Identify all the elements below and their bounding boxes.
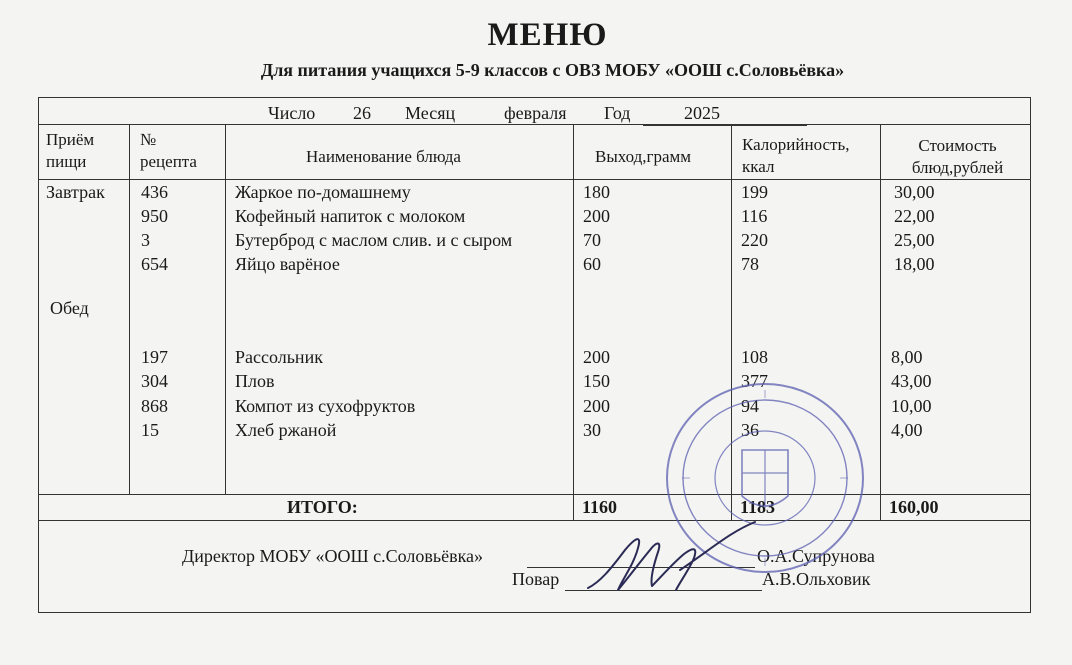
day-label: Число <box>268 103 316 123</box>
row-cost: 18,00 <box>894 254 935 274</box>
col-header-cost-line2: блюд,рублей <box>911 158 1004 177</box>
row-weight: 200 <box>583 396 610 416</box>
year-underline <box>643 125 807 126</box>
director-name: О.А.Супрунова <box>757 546 875 566</box>
col-header-calories-line2: ккал <box>742 157 775 176</box>
row-dish: Яйцо варёное <box>235 254 340 274</box>
row-weight: 30 <box>583 420 601 440</box>
row-cost: 30,00 <box>894 182 935 202</box>
row-recipe: 304 <box>141 371 168 391</box>
row-dish: Кофейный напиток с молоком <box>235 206 466 226</box>
row-recipe: 950 <box>141 206 168 226</box>
signature-mark <box>580 520 770 600</box>
date-row <box>0 101 1072 125</box>
meal-label-lunch: Обед <box>50 298 89 318</box>
col-header-cost <box>884 135 1031 179</box>
totals-bottom-divider <box>38 520 1031 521</box>
col-header-meal-line2: пищи <box>46 152 87 171</box>
row-dish: Компот из сухофруктов <box>235 396 416 416</box>
year-label: Год <box>604 103 631 123</box>
row-weight: 70 <box>583 230 601 250</box>
row-dish: Бутерброд с маслом слив. и с сыром <box>235 230 513 250</box>
col-header-recipe <box>140 129 197 173</box>
col-divider-2 <box>225 124 226 494</box>
body-bottom-divider <box>38 494 1031 495</box>
cook-label: Повар <box>512 569 560 589</box>
day-value: 26 <box>353 103 371 123</box>
row-recipe: 15 <box>141 420 159 440</box>
header-row-divider <box>38 179 1031 180</box>
col-header-dish: Наименование блюда <box>306 147 461 166</box>
row-weight: 150 <box>583 371 610 391</box>
col-divider-3 <box>573 124 574 520</box>
col-header-weight: Выход,грамм <box>595 147 692 166</box>
year-value: 2025 <box>684 103 720 123</box>
row-dish: Хлеб ржаной <box>235 420 337 440</box>
totals-cost: 160,00 <box>889 497 939 517</box>
col-header-meal-line1: Приём <box>46 130 95 149</box>
meal-label-breakfast: Завтрак <box>46 182 105 202</box>
row-calories: 199 <box>741 182 768 202</box>
row-dish: Жаркое по-домашнему <box>235 182 411 202</box>
month-value: февраля <box>504 103 567 123</box>
row-calories: 78 <box>741 254 759 274</box>
page-title: МЕНЮ <box>487 17 608 53</box>
row-recipe: 654 <box>141 254 168 274</box>
row-recipe: 436 <box>141 182 168 202</box>
month-label: Месяц <box>405 103 456 123</box>
row-calories: 108 <box>741 347 768 367</box>
col-header-cost-line1: Стоимость <box>918 136 997 155</box>
col-header-meal <box>46 129 94 173</box>
totals-calories: 1183 <box>740 497 776 517</box>
col-header-recipe-line1: № <box>140 130 157 149</box>
col-divider-1 <box>129 124 130 494</box>
row-cost: 10,00 <box>891 396 932 416</box>
row-weight: 60 <box>583 254 601 274</box>
totals-label: ИТОГО: <box>287 497 358 517</box>
col-header-recipe-line2: рецепта <box>140 152 197 171</box>
row-calories: 36 <box>741 420 759 440</box>
row-dish: Рассольник <box>235 347 323 367</box>
menu-table-frame <box>38 97 1031 613</box>
row-cost: 4,00 <box>891 420 923 440</box>
totals-weight: 1160 <box>582 497 618 517</box>
row-cost: 43,00 <box>891 371 932 391</box>
row-calories: 377 <box>741 371 768 391</box>
row-cost: 8,00 <box>891 347 923 367</box>
row-weight: 200 <box>583 347 610 367</box>
col-header-calories <box>742 134 850 178</box>
row-cost: 25,00 <box>894 230 935 250</box>
row-recipe: 3 <box>141 230 150 250</box>
row-weight: 180 <box>583 182 610 202</box>
row-recipe: 197 <box>141 347 168 367</box>
row-cost: 22,00 <box>894 206 935 226</box>
page-subtitle: Для питания учащихся 5-9 классов с ОВЗ МОБУ «ООШ с.Соловьёвка» <box>260 60 845 80</box>
row-calories: 94 <box>741 396 759 416</box>
col-header-calories-line1: Калорийность, <box>742 135 850 154</box>
row-calories: 116 <box>741 206 768 226</box>
row-calories: 220 <box>741 230 768 250</box>
director-label: Директор МОБУ «ООШ с.Соловьёвка» <box>182 546 484 566</box>
cook-name: А.В.Ольховик <box>762 569 871 589</box>
row-weight: 200 <box>583 206 610 226</box>
row-recipe: 868 <box>141 396 168 416</box>
row-dish: Плов <box>235 371 275 391</box>
col-divider-5 <box>880 124 881 520</box>
